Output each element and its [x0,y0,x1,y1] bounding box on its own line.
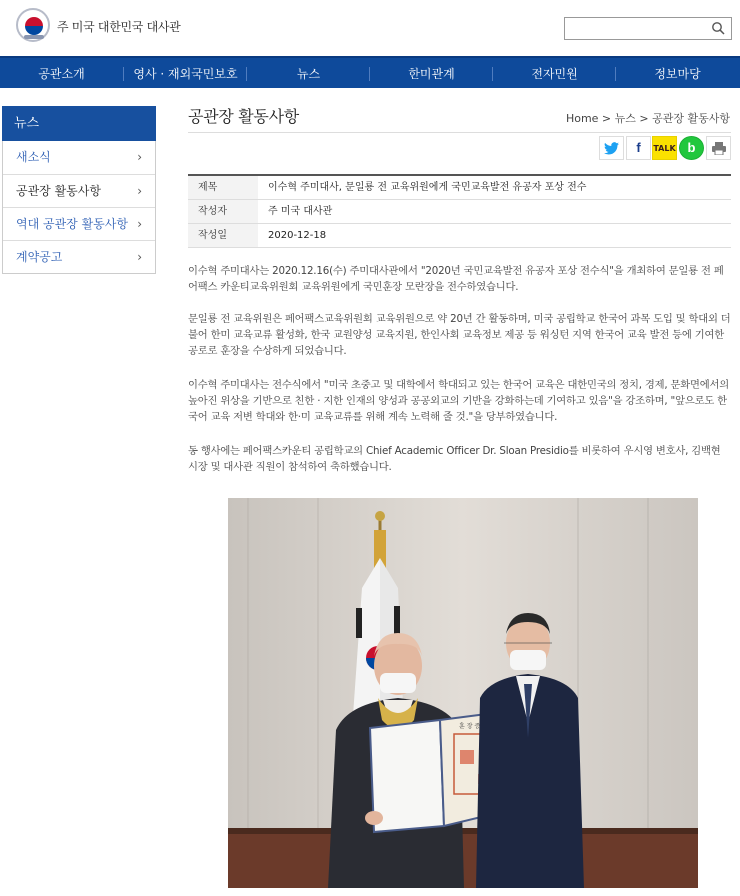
nav-item-about[interactable]: 공관소개 [38,67,85,81]
chevron-right-icon: › [137,217,142,231]
nav-item-korea-us-relations[interactable]: 한미관계 [408,67,455,81]
certificate-heading: 훈 장 증 [459,723,481,730]
article-author: 주 미국 대사관 [268,206,333,217]
header [0,0,740,56]
main-nav [0,56,740,88]
facebook-share-button[interactable] [626,136,651,160]
logo-band [24,35,44,39]
print-icon [712,142,726,155]
kakaotalk-icon: TALK [653,144,676,153]
kakaotalk-share-button[interactable] [652,136,677,160]
award-ceremony-illustration [228,498,698,888]
article-title: 이수혁 주미대사, 문일룡 전 교육위원에게 국민교육발전 유공자 포상 전수 [268,182,587,193]
info-label: 작성일 [188,224,258,247]
sidebar-heading: 뉴스 [2,106,156,141]
breadcrumb[interactable]: Home > 뉴스 > 공관장 활동사항 [565,112,730,125]
article-date: 2020-12-18 [268,230,327,241]
page-title: 공관장 활동사항 [188,107,299,126]
sidebar-item-news[interactable] [3,141,155,174]
facebook-icon: f [636,140,641,155]
band-share-button[interactable] [679,136,704,160]
info-label: 제목 [188,176,258,199]
twitter-share-button[interactable] [599,136,624,160]
embassy-logo[interactable] [16,8,50,42]
info-row-title [188,176,731,200]
twitter-icon [604,142,619,155]
search-input[interactable] [565,19,705,40]
info-row-author [188,200,731,224]
site-title[interactable]: 주 미국 대한민국 대사관 [57,20,181,34]
sidebar-item-label: 계약공고 [16,250,63,264]
sidebar-item-label: 공관장 활동사항 [16,184,101,198]
article-paragraph: 문일룡 전 교육위원은 페어팩스교육위원회 교육위원으로 약 20년 간 활동하며, 미국 공립학교 한국어 과목 도입 및 학대외 더불어 한미 교육교류 활성화, 한국 교원양성 교육지원, 한인사회 교육정보 제공 등 워싱턴 지역 한국어 교육 발전 등에 기여한 공로로 훈장을 수상하게 되었습니다. [188,313,731,357]
article-paragraph: 동 행사에는 페어팩스카운티 공립학교의 Chief Academic Officer Dr. Sloan Presidio를 비롯하여 우시영 변호사, 김백현 시장 및 대사관 직원이 참석하여 축하했습니다. [188,445,721,473]
info-label: 작성자 [188,200,258,223]
band-icon: b [687,140,696,155]
article-paragraph: 이수혁 주미대사는 전수식에서 "미국 초중고 및 대학에서 학대되고 있는 한국어 교육은 대한민국의 정치, 경제, 문화면에서의 높아진 위상을 기반으로 친한 · 지한 인재의 양성과 공공외교의 기반을 강화하는데 기여하고 있음"을 강조하며, "앞으로도 한국어 교육 저변 학대와 한·미 교육교류를 위해 계속 노력해 줄 것."을 당부하였습니다. [188,379,730,423]
taegeuk-emblem-icon [25,17,43,35]
search-box[interactable] [564,17,732,40]
award-ceremony-photo [228,498,698,888]
info-row-date [188,224,731,248]
nav-item-e-services[interactable]: 전자민원 [531,67,578,81]
title-divider [188,132,731,133]
nav-item-consular[interactable]: 영사 · 재외국민보호 [133,67,238,81]
sidebar-item-contract-notices[interactable] [3,240,155,273]
chevron-right-icon: › [137,250,142,264]
sidebar-item-label: 새소식 [16,150,51,164]
sidebar-item-past-ambassador-activities[interactable] [3,207,155,240]
chevron-right-icon: › [137,184,142,198]
article-info-table [188,174,731,248]
print-button[interactable] [706,136,731,160]
article-paragraph: 이수혁 주미대사는 2020.12.16(수) 주미대사관에서 "2020년 국민교육발전 유공자 포상 전수식"을 개최하여 문일룡 전 페어팩스 카운티교육위원회 교육위원에게 국민훈장 모란장을 전수하였습니다. [188,265,724,293]
sidebar-item-ambassador-activities[interactable] [3,174,155,207]
nav-item-news[interactable]: 뉴스 [296,67,321,81]
nav-item-information[interactable]: 정보마당 [654,67,701,81]
chevron-right-icon: › [137,150,142,164]
sidebar-item-label: 역대 공관장 활동사항 [16,217,128,231]
search-icon[interactable] [711,21,725,35]
sidebar-menu [2,141,156,274]
